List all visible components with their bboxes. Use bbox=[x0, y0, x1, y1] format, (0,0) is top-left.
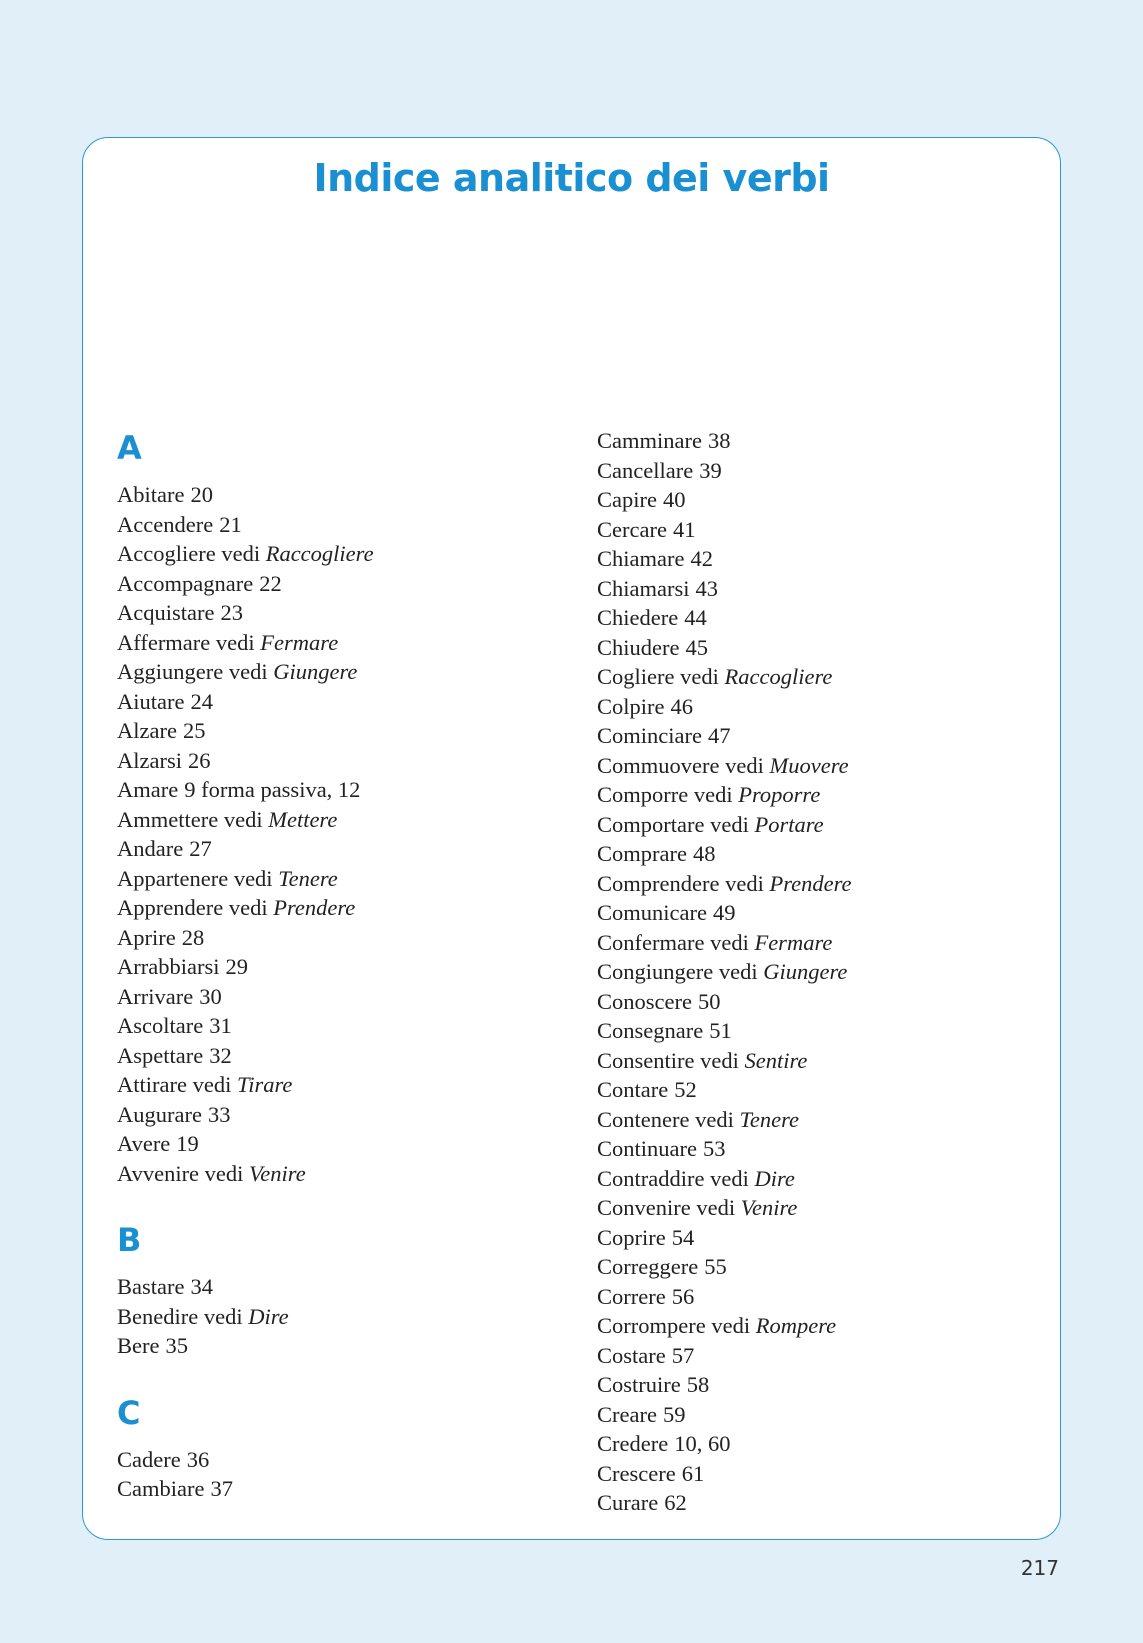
index-entry bbox=[597, 1488, 852, 1518]
index-entry bbox=[117, 1331, 374, 1361]
page-ref: 24 bbox=[190, 688, 213, 714]
verb-name: Accogliere bbox=[117, 541, 216, 566]
index-entry bbox=[117, 893, 374, 923]
index-entry bbox=[117, 1159, 374, 1189]
index-entry bbox=[597, 603, 852, 633]
index-entry bbox=[597, 987, 852, 1017]
verb-name: Consentire bbox=[597, 1047, 695, 1073]
verb-name: Confermare bbox=[597, 929, 705, 955]
see-label: vedi bbox=[718, 959, 758, 984]
verb-name: Ascoltare bbox=[117, 1013, 204, 1038]
cross-reference: Raccogliere bbox=[265, 541, 374, 566]
index-entry bbox=[117, 598, 374, 628]
page-ref: 47 bbox=[707, 723, 731, 748]
verb-name: Accompagnare bbox=[117, 570, 254, 596]
verb-name: Capire bbox=[597, 487, 657, 512]
page-ref: 31 bbox=[209, 1013, 232, 1038]
index-entry bbox=[597, 574, 852, 604]
index-entry bbox=[117, 628, 374, 658]
index-entry bbox=[117, 480, 374, 510]
index-entry bbox=[597, 898, 852, 928]
index-entry bbox=[117, 510, 374, 540]
page-ref: 22 bbox=[259, 570, 282, 596]
page-ref: 55 bbox=[704, 1254, 727, 1279]
index-entry bbox=[117, 805, 374, 835]
verb-name: Affermare bbox=[117, 629, 211, 655]
index-entry bbox=[117, 687, 374, 717]
index-entry bbox=[597, 662, 852, 692]
index-entry bbox=[597, 780, 852, 810]
index-entry bbox=[597, 1429, 852, 1459]
cross-reference: Fermare bbox=[260, 629, 339, 655]
page-ref: 41 bbox=[672, 516, 696, 542]
cross-reference: Dire bbox=[754, 1165, 795, 1191]
verb-name: Cambiare bbox=[117, 1476, 205, 1501]
page-ref: 38 bbox=[707, 428, 731, 453]
index-entry bbox=[597, 1223, 852, 1253]
verb-name: Acquistare bbox=[117, 600, 215, 625]
index-entry bbox=[597, 1193, 852, 1223]
index-entry bbox=[117, 923, 374, 953]
see-label: vedi bbox=[711, 1313, 751, 1338]
see-label: vedi bbox=[204, 1160, 244, 1186]
cross-reference: Dire bbox=[248, 1303, 289, 1329]
index-entry bbox=[597, 1164, 852, 1194]
see-label: vedi bbox=[680, 664, 719, 689]
index-entry bbox=[117, 1011, 374, 1041]
see-label: vedi bbox=[700, 1047, 739, 1073]
index-entry bbox=[597, 839, 852, 869]
verb-name: Ammettere bbox=[117, 806, 219, 832]
index-entry bbox=[117, 1474, 374, 1504]
verb-name: Costare bbox=[597, 1342, 666, 1368]
page-ref: 52 bbox=[674, 1077, 697, 1102]
see-label: vedi bbox=[710, 1165, 749, 1191]
index-entry bbox=[597, 1459, 852, 1489]
cross-reference: Prendere bbox=[769, 870, 852, 896]
page-ref: 9 forma passiva, 12 bbox=[184, 777, 361, 802]
cross-reference: Venire bbox=[249, 1160, 306, 1186]
index-entry bbox=[597, 1134, 852, 1164]
verb-name: Crescere bbox=[597, 1460, 676, 1486]
see-label: vedi bbox=[203, 1303, 243, 1329]
verb-name: Apprendere bbox=[117, 895, 224, 920]
index-entry bbox=[597, 1311, 852, 1341]
verb-name: Conoscere bbox=[597, 988, 692, 1014]
index-entry bbox=[117, 539, 374, 569]
see-label: vedi bbox=[233, 865, 273, 891]
verb-name: Correggere bbox=[597, 1254, 699, 1279]
index-entry bbox=[597, 721, 852, 751]
verb-name: Augurare bbox=[117, 1101, 202, 1127]
index-entry bbox=[117, 1272, 374, 1302]
cross-reference: Tenere bbox=[278, 865, 338, 891]
page-ref: 26 bbox=[187, 747, 211, 773]
see-label: vedi bbox=[228, 659, 268, 684]
page-ref: 28 bbox=[181, 924, 205, 950]
page-ref: 34 bbox=[190, 1274, 213, 1299]
index-entry bbox=[597, 1370, 852, 1400]
see-label: vedi bbox=[228, 895, 268, 920]
verb-name: Benedire bbox=[117, 1303, 199, 1329]
letter-section bbox=[117, 428, 374, 1188]
verb-name: Bastare bbox=[117, 1274, 185, 1299]
right-column bbox=[597, 426, 852, 1518]
verb-name: Arrabbiarsi bbox=[117, 954, 220, 979]
page-ref: 56 bbox=[671, 1283, 695, 1309]
index-entry bbox=[117, 1100, 374, 1130]
cross-reference: Tirare bbox=[236, 1072, 293, 1097]
page-ref: 48 bbox=[692, 841, 716, 866]
index-entry bbox=[597, 1252, 852, 1282]
index-entry bbox=[597, 633, 852, 663]
cross-reference: Venire bbox=[740, 1195, 798, 1220]
page-ref: 46 bbox=[670, 693, 693, 719]
verb-name: Comportare bbox=[597, 811, 705, 837]
letter-section bbox=[117, 1393, 374, 1504]
cross-reference: Prendere bbox=[273, 895, 356, 920]
page-ref: 49 bbox=[712, 900, 736, 925]
page-ref: 23 bbox=[220, 600, 243, 625]
index-entry bbox=[597, 957, 852, 987]
cross-reference: Rompere bbox=[755, 1313, 837, 1338]
page-ref: 51 bbox=[709, 1018, 732, 1043]
page-title: Indice analitico dei verbi bbox=[313, 156, 830, 200]
section-letter: C bbox=[117, 1393, 141, 1432]
cross-reference: Tenere bbox=[739, 1106, 800, 1132]
verb-name: Aggiungere bbox=[117, 659, 224, 684]
page-ref: 42 bbox=[690, 546, 713, 571]
verb-name: Bere bbox=[117, 1333, 160, 1358]
index-entry bbox=[597, 751, 852, 781]
verb-name: Costruire bbox=[597, 1372, 681, 1397]
see-label: vedi bbox=[696, 1195, 736, 1220]
page-ref: 61 bbox=[681, 1460, 705, 1486]
index-entry bbox=[117, 982, 374, 1012]
verb-name: Aspettare bbox=[117, 1042, 204, 1068]
index-entry bbox=[597, 544, 852, 574]
verb-name: Corrompere bbox=[597, 1313, 706, 1338]
verb-name: Amare bbox=[117, 777, 179, 802]
see-label: vedi bbox=[192, 1072, 232, 1097]
index-entry bbox=[597, 1105, 852, 1135]
cross-reference: Muovere bbox=[769, 752, 849, 778]
page-ref: 29 bbox=[225, 954, 248, 979]
page-ref: 37 bbox=[210, 1476, 233, 1501]
verb-name: Cominciare bbox=[597, 723, 702, 748]
page-ref: 30 bbox=[199, 983, 222, 1009]
verb-name: Chiudere bbox=[597, 634, 680, 660]
page-ref: 32 bbox=[209, 1042, 232, 1068]
index-entry bbox=[117, 834, 374, 864]
page-ref: 21 bbox=[219, 511, 242, 537]
see-label: vedi bbox=[710, 929, 749, 955]
verb-name: Avere bbox=[117, 1131, 171, 1156]
page-ref: 40 bbox=[662, 487, 686, 512]
verb-name: Chiedere bbox=[597, 605, 679, 630]
verb-name: Cercare bbox=[597, 516, 667, 542]
page-ref: 44 bbox=[684, 605, 707, 630]
page-ref: 59 bbox=[662, 1401, 686, 1427]
page-ref: 19 bbox=[176, 1131, 199, 1156]
page-ref: 62 bbox=[664, 1490, 687, 1515]
verb-name: Consegnare bbox=[597, 1018, 704, 1043]
index-entry bbox=[117, 746, 374, 776]
page-ref: 35 bbox=[165, 1333, 188, 1358]
index-entry bbox=[117, 1041, 374, 1071]
verb-name: Accendere bbox=[117, 511, 214, 537]
index-entry bbox=[117, 1445, 374, 1475]
page-ref: 58 bbox=[686, 1372, 710, 1397]
page-ref: 54 bbox=[671, 1224, 695, 1250]
verb-name: Appartenere bbox=[117, 865, 229, 891]
index-card bbox=[82, 137, 1061, 1540]
index-entry bbox=[117, 716, 374, 746]
verb-name: Continuare bbox=[597, 1136, 697, 1161]
index-entry bbox=[597, 456, 852, 486]
verb-name: Credere bbox=[597, 1431, 669, 1456]
verb-name: Commuovere bbox=[597, 752, 720, 778]
page-ref: 43 bbox=[695, 575, 718, 601]
index-entry bbox=[117, 1070, 374, 1100]
verb-name: Contraddire bbox=[597, 1165, 705, 1191]
index-entry bbox=[597, 869, 852, 899]
index-entry bbox=[117, 864, 374, 894]
index-entry bbox=[597, 692, 852, 722]
index-entry bbox=[117, 952, 374, 982]
verb-name: Creare bbox=[597, 1401, 657, 1427]
verb-name: Camminare bbox=[597, 428, 702, 453]
verb-name: Comunicare bbox=[597, 900, 707, 925]
page-ref: 27 bbox=[189, 836, 212, 861]
cross-reference: Giungere bbox=[763, 959, 848, 984]
page-ref: 53 bbox=[702, 1136, 726, 1161]
index-entry bbox=[597, 1341, 852, 1371]
page-ref: 36 bbox=[186, 1446, 210, 1472]
see-label: vedi bbox=[710, 811, 749, 837]
page-ref: 25 bbox=[182, 718, 206, 743]
page-ref: 45 bbox=[685, 634, 708, 660]
see-label: vedi bbox=[221, 541, 261, 566]
verb-name: Alzare bbox=[117, 718, 177, 743]
verb-name: Congiungere bbox=[597, 959, 714, 984]
verb-name: Abitare bbox=[117, 482, 185, 507]
cross-reference: Portare bbox=[754, 811, 824, 837]
verb-name: Chiamarsi bbox=[597, 575, 690, 601]
cross-reference: Fermare bbox=[754, 929, 833, 955]
page-ref: 50 bbox=[697, 988, 721, 1014]
verb-name: Comporre bbox=[597, 782, 689, 807]
page-ref: 39 bbox=[699, 457, 722, 483]
page-ref: 20 bbox=[190, 482, 213, 507]
verb-name: Contenere bbox=[597, 1106, 690, 1132]
index-entry bbox=[597, 515, 852, 545]
index-entry bbox=[597, 928, 852, 958]
verb-name: Cogliere bbox=[597, 664, 675, 689]
verb-name: Andare bbox=[117, 836, 184, 861]
index-entry bbox=[597, 1075, 852, 1105]
index-entry bbox=[597, 426, 852, 456]
verb-name: Aprire bbox=[117, 924, 176, 950]
see-label: vedi bbox=[223, 806, 263, 832]
cross-reference: Giungere bbox=[273, 659, 358, 684]
see-label: vedi bbox=[693, 782, 733, 807]
index-entry bbox=[117, 657, 374, 687]
see-label: vedi bbox=[725, 752, 764, 778]
letter-section bbox=[117, 1220, 374, 1361]
section-letter: B bbox=[117, 1221, 142, 1259]
index-entry bbox=[117, 775, 374, 805]
cross-reference: Raccogliere bbox=[724, 664, 833, 689]
index-entry bbox=[597, 1016, 852, 1046]
page-ref: 57 bbox=[671, 1342, 695, 1368]
index-entry bbox=[117, 569, 374, 599]
see-label: vedi bbox=[695, 1106, 734, 1132]
verb-name: Contare bbox=[597, 1077, 669, 1102]
verb-name: Correre bbox=[597, 1283, 666, 1309]
page-ref: 10, 60 bbox=[674, 1431, 731, 1456]
page-ref: 33 bbox=[207, 1101, 231, 1127]
verb-name: Aiutare bbox=[117, 688, 185, 714]
index-entry bbox=[597, 485, 852, 515]
verb-name: Comprare bbox=[597, 841, 687, 866]
verb-name: Coprire bbox=[597, 1224, 666, 1250]
left-column bbox=[117, 428, 374, 1536]
verb-name: Attirare bbox=[117, 1072, 187, 1097]
verb-name: Colpire bbox=[597, 693, 665, 719]
cross-reference: Mettere bbox=[268, 806, 338, 832]
index-entry bbox=[597, 1400, 852, 1430]
verb-name: Alzarsi bbox=[117, 747, 182, 773]
verb-name: Comprendere bbox=[597, 870, 720, 896]
verb-name: Avvenire bbox=[117, 1160, 200, 1186]
verb-name: Arrivare bbox=[117, 983, 194, 1009]
index-entry bbox=[597, 810, 852, 840]
index-entry bbox=[597, 1282, 852, 1312]
see-label: vedi bbox=[725, 870, 764, 896]
verb-name: Cadere bbox=[117, 1446, 181, 1472]
verb-name: Curare bbox=[597, 1490, 659, 1515]
cross-reference: Proporre bbox=[738, 782, 821, 807]
page-number: 217 bbox=[1020, 1556, 1059, 1580]
index-entry bbox=[597, 1046, 852, 1076]
see-label: vedi bbox=[215, 629, 255, 655]
index-entry bbox=[117, 1129, 374, 1159]
index-entry bbox=[117, 1302, 374, 1332]
verb-name: Convenire bbox=[597, 1195, 691, 1220]
cross-reference: Sentire bbox=[744, 1047, 808, 1073]
verb-name: Cancellare bbox=[597, 457, 694, 483]
section-letter: A bbox=[117, 429, 142, 467]
verb-name: Chiamare bbox=[597, 546, 685, 571]
